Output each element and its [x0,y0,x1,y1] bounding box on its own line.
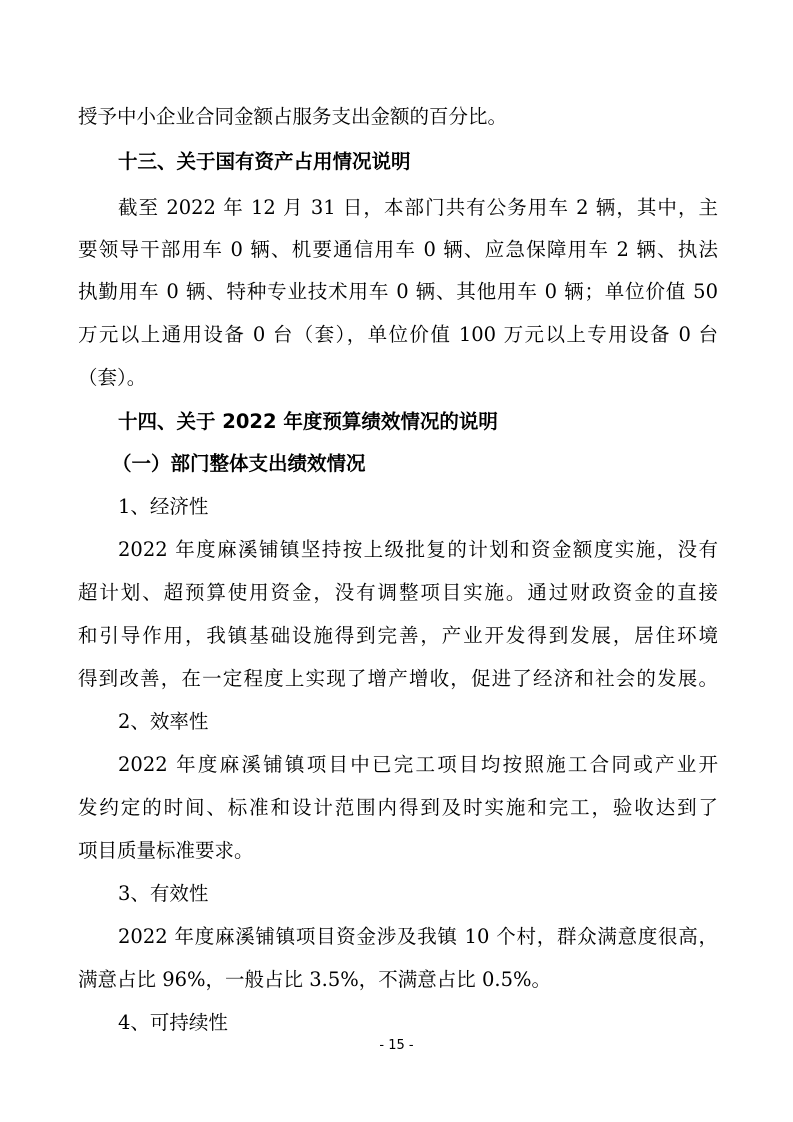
body-text-line: 2022 年度麻溪铺镇项目中已完工项目均按照施工合同或产业开 [118,753,718,776]
body-text-line: 截至 2022 年 12 月 31 日，本部门共有公务用车 2 辆，其中，主 [118,196,718,219]
body-text-line: 2022 年度麻溪铺镇项目资金涉及我镇 10 个村，群众满意度很高， [118,925,718,948]
body-text-line: 授予中小企业合同金额占服务支出金额的百分比。 [78,105,508,128]
page-number: - 15 - [379,1038,414,1053]
item-heading-sustainability: 4、可持续性 [118,1011,228,1034]
body-text-line: 要领导干部用车 0 辆、机要通信用车 0 辆、应急保障用车 2 辆、执法 [78,238,718,261]
body-text-line: （套）。 [78,366,147,389]
body-text-line: 执勤用车 0 辆、特种专业技术用车 0 辆、其他用车 0 辆；单位价值 50 [78,280,718,303]
section-heading-14: 十四、关于 2022 年度预算绩效情况的说明 [118,410,498,433]
item-heading-economy: 1、经济性 [118,495,209,518]
body-text-line: 满意占比 96%，一般占比 3.5%，不满意占比 0.5%。 [78,968,552,991]
subsection-heading: （一）部门整体支出绩效情况 [112,452,366,475]
body-text-line: 超计划、超预算使用资金，没有调整项目实施。通过财政资金的直接 [78,581,718,604]
body-text-line: 发约定的时间、标准和设计范围内得到及时实施和完工，验收达到了 [78,796,718,819]
body-text-line: 万元以上通用设备 0 台（套），单位价值 100 万元以上专用设备 0 台 [78,323,718,346]
item-heading-effectiveness: 3、有效性 [118,882,209,905]
section-heading-13: 十三、关于国有资产占用情况说明 [118,150,411,173]
body-text-line: 2022 年度麻溪铺镇坚持按上级批复的计划和资金额度实施，没有 [118,538,718,561]
body-text-line: 和引导作用，我镇基础设施得到完善，产业开发得到发展，居住环境 [78,624,718,647]
body-text-line: 得到改善，在一定程度上实现了增产增收，促进了经济和社会的发展。 [78,667,718,690]
item-heading-efficiency: 2、效率性 [118,710,209,733]
body-text-line: 项目质量标准要求。 [78,839,254,862]
